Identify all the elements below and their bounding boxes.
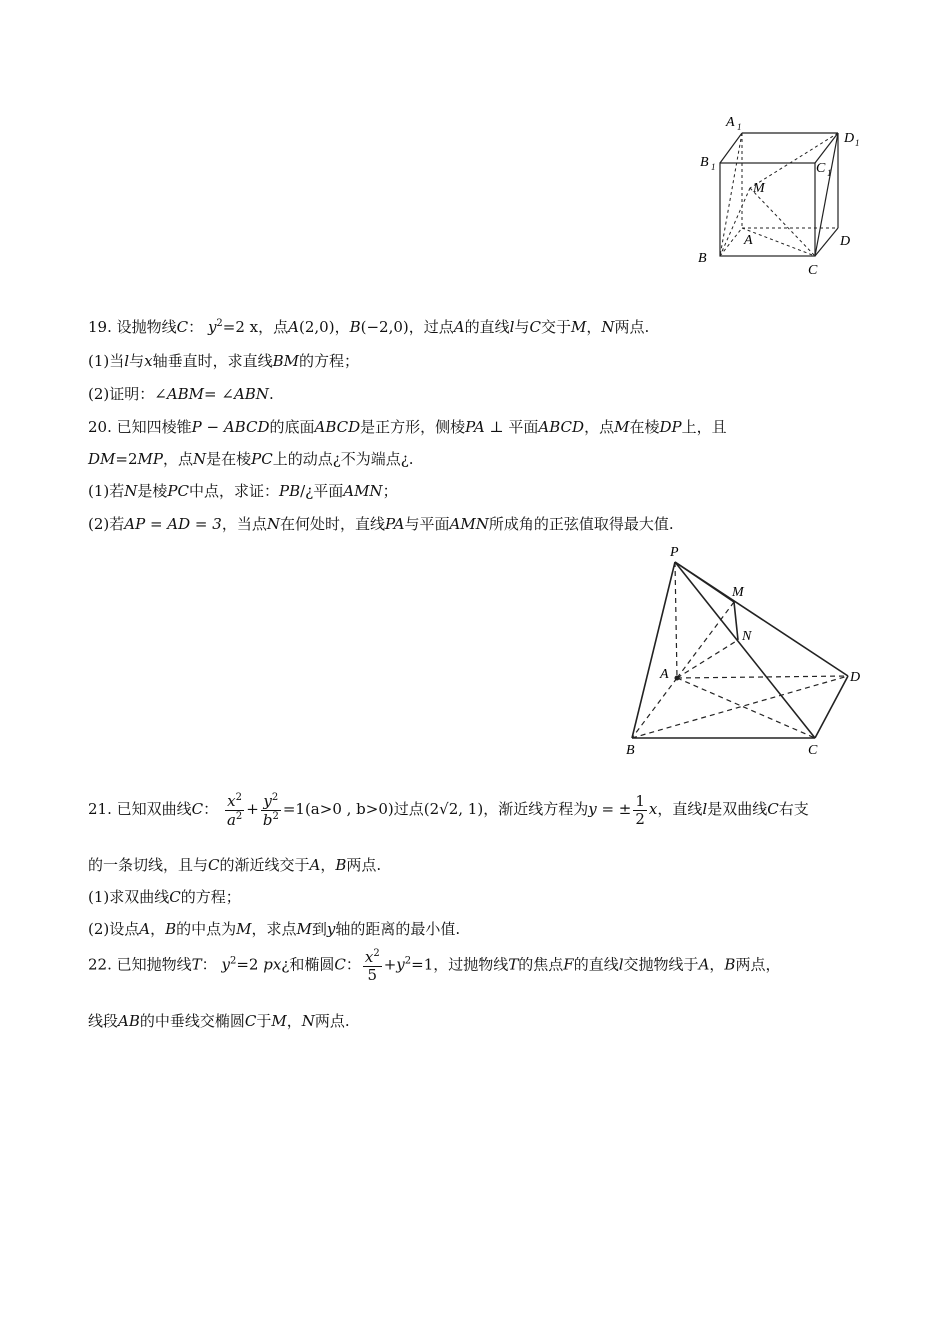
q20-part2: (2)若AP = AD = 3，当点N在何处时，直线PA与平面AMN所成角的正弦值取得最大值. (88, 515, 674, 533)
cube-label-d1: D (844, 131, 855, 146)
pyramid-label-m: M (732, 585, 744, 600)
q21-stem: 21. 已知双曲线C： $\frac{x^2}{a^2}$ + $\frac{y^2}{b^2}$ =1(a>0 , b>0)过点(2√2, 1)，渐近线方程为y = ± $\frac{1}{2}$ x，直线l是双曲线C右支 (88, 792, 809, 829)
q19-part2: (2)证明：∠ABM= ∠ABN. (88, 385, 274, 403)
svg-text:1: 1 (737, 122, 742, 132)
cube-label-c1: C (816, 161, 826, 176)
q21-part1: (1)求双曲线C的方程； (88, 888, 241, 906)
q22-stem-cont: 线段AB的中垂线交椭圆C于M，N两点. (88, 1012, 350, 1030)
cube-figure (690, 108, 870, 283)
pyramid-label-b: B (626, 743, 635, 758)
pyramid-label-a: A (660, 667, 669, 682)
q20-stem: 20. 已知四棱锥P − ABCD的底面ABCD是正方形，侧棱PA ⊥ 平面ABCD，点M在棱DP上，且 (88, 418, 727, 436)
cube-label-a1: A (726, 115, 735, 130)
q22-stem: 22. 已知抛物线T： $y^2=2$ px¿和椭圆C： $\frac{x^2}{5}$ $+y^2=1$，过抛物线T的焦点F的直线l交抛物线于A，B两点， (88, 948, 781, 984)
pyramid-label-p: P (670, 545, 679, 560)
cube-label-d: D (840, 234, 851, 249)
pyramid-label-d: D (850, 670, 861, 685)
cube-label-m: M (753, 181, 765, 196)
q21-stem-cont: 的一条切线，且与C的渐近线交于A，B两点. (88, 856, 382, 874)
q19-stem: 19. 设抛物线C： $y^2=2$ x，点A(2,0)，B(−2,0)，过点A的直线l与C交于M，N两点. (88, 318, 650, 336)
q20-part1: (1)若N是棱PC中点，求证：PB/¿平面AMN； (88, 482, 398, 500)
pyramid-figure (620, 540, 870, 760)
svg-text:1: 1 (855, 138, 860, 148)
pyramid-label-c: C (808, 743, 818, 758)
pyramid-label-n: N (742, 629, 752, 644)
cube-label-b: B (698, 251, 707, 266)
svg-text:1: 1 (827, 168, 832, 178)
cube-label-c: C (808, 263, 818, 278)
cube-label-b1: B (700, 155, 709, 170)
q20-stem-cont: DM=2MP，点N是在棱PC上的动点¿不为端点¿. (88, 450, 414, 468)
q19-part1: (1)当l与x轴垂直时，求直线BM的方程； (88, 352, 359, 370)
svg-text:1: 1 (711, 162, 716, 172)
q21-part2: (2)设点A，B的中点为M，求点M到y轴的距离的最小值. (88, 920, 461, 938)
cube-label-a: A (744, 233, 753, 248)
